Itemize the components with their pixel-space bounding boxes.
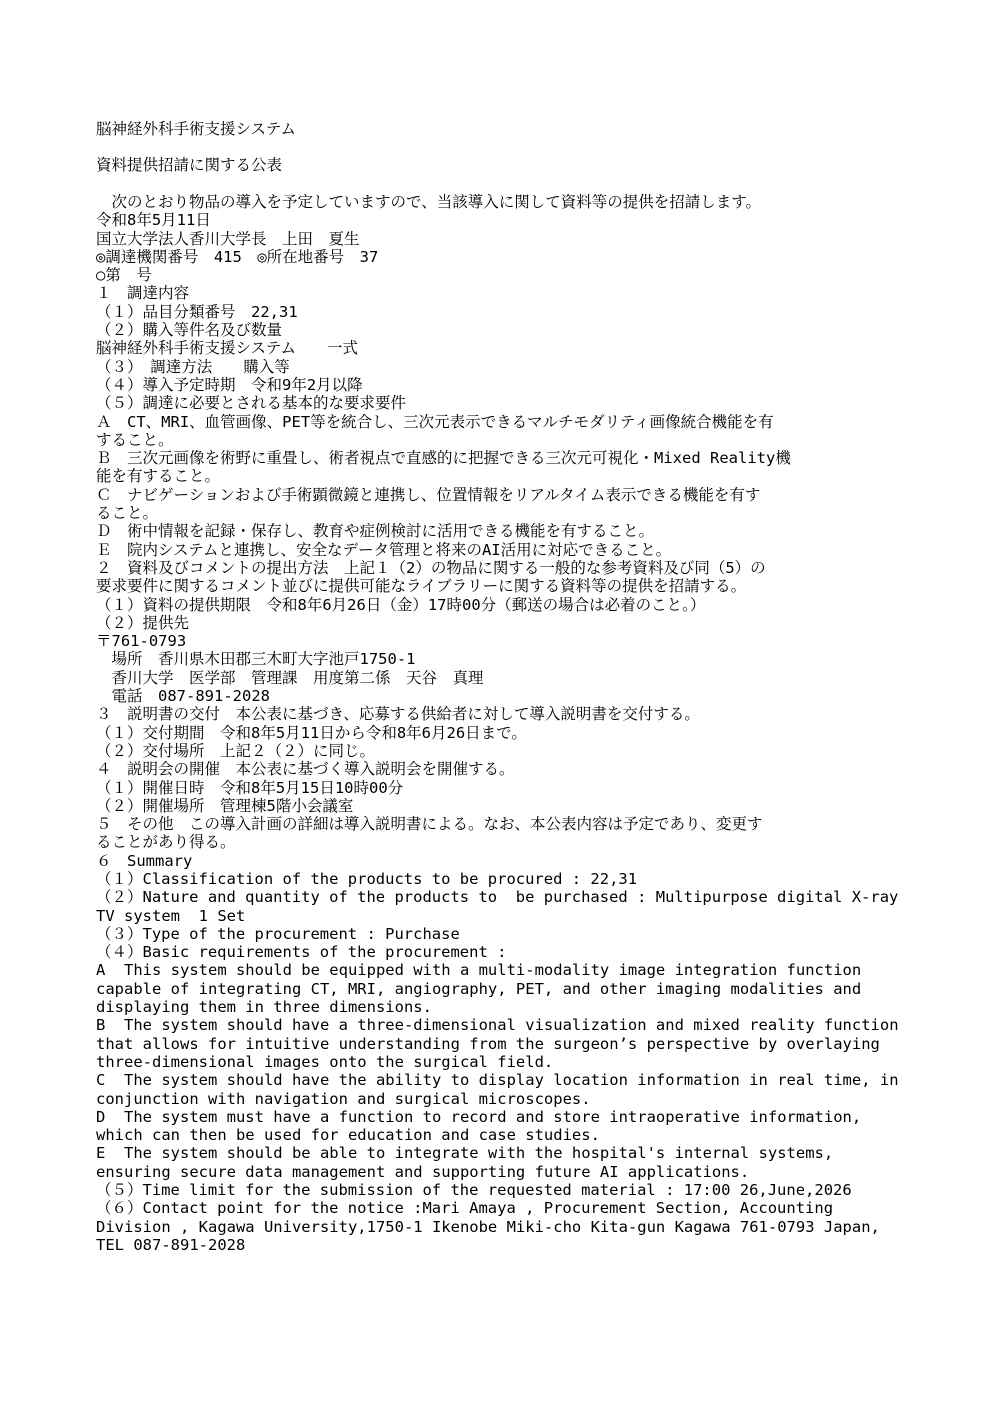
document-line: that allows for intuitive understanding from the surgeon’s perspective by overlaying (96, 1034, 880, 1053)
document-line: 脳神経外科手術支援システム 一式 (96, 339, 358, 358)
document-line: 香川大学 医学部 管理課 用度第二係 天谷 真理 (96, 668, 484, 687)
document-page (96, 119, 916, 1254)
document-line: （３） 調達方法 購入等 (96, 357, 290, 376)
document-line: conjunction with navigation and surgical microscopes. (96, 1089, 591, 1108)
document-line: （２）交付場所 上記２（２）に同じ。 (96, 741, 376, 760)
document-line: B The system should have a three-dimensional visualization and mixed reality function (96, 1016, 899, 1035)
document-line: ○第 号 (96, 266, 152, 285)
document-line: C The system should have the ability to display location information in real time, in (96, 1071, 899, 1090)
document-line: Ａ CT、MRI、血管画像、PET等を統合し、三次元表示できるマルチモダリティ画像統合機能を有 (96, 412, 774, 431)
document-line: （５）調達に必要とされる基本的な要求要件 (96, 394, 407, 413)
document-line: ensuring secure data management and supporting future AI applications. (96, 1162, 750, 1181)
document-line: displaying them in three dimensions. (96, 998, 432, 1017)
document-subtitle: 資料提供招請に関する公表 (96, 156, 283, 174)
document-line: １ 調達内容 (96, 284, 190, 303)
document-line: （１）交付期間 令和8年5月11日から令和8年6月26日まで。 (96, 723, 527, 742)
document-line: 令和8年5月11日 (96, 211, 211, 230)
document-line: （２）提供先 (96, 613, 190, 632)
document-line: capable of integrating CT, MRI, angiography, PET, and other imaging modalities and (96, 979, 862, 998)
document-line: （５）Time limit for the submission of the requested material : 17:00 26,June,2026 (96, 1181, 852, 1200)
document-line: ３ 説明書の交付 本公表に基づき、応募する供給者に対して導入説明書を交付する。 (96, 705, 700, 724)
document-line: （３）Type of the procurement : Purchase (96, 924, 460, 943)
document-line: A This system should be equipped with a multi-modality image integration function (96, 961, 862, 980)
document-line: （１）Classification of the products to be procured : 22,31 (96, 869, 638, 888)
document-line: ることがあり得る。 (96, 833, 236, 852)
document-line: すること。 (96, 430, 174, 449)
document-line: 要求要件に関するコメント並びに提供可能なライブラリーに関する資料等の提供を招請する。 (96, 577, 747, 596)
document-line: 電話 087-891-2028 (96, 687, 270, 706)
document-line: Ｃ ナビゲーションおよび手術顕微鏡と連携し、位置情報をリアルタイム表示できる機能を有す (96, 485, 761, 504)
document-line: Division , Kagawa University,1750-1 Ikenobe Miki-cho Kita-gun Kagawa 761-0793 Japan, (96, 1217, 880, 1236)
document-line: three-dimensional images onto the surgical field. (96, 1052, 554, 1071)
document-line: ４ 説明会の開催 本公表に基づく導入説明会を開催する。 (96, 760, 515, 779)
document-line: D The system must have a function to record and store intraoperative information, (96, 1107, 862, 1126)
document-line: （１）資料の提供期限 令和8年6月26日（金）17時00分（郵送の場合は必着のこと。） (96, 595, 706, 614)
document-body (96, 193, 916, 1254)
document-line: which can then be used for education and case studies. (96, 1126, 600, 1145)
document-line: Ｄ 術中情報を記録・保存し、教育や症例検討に活用できる機能を有すること。 (96, 522, 655, 541)
document-line: ２ 資料及びコメントの提出方法 上記１（2）の物品に関する一般的な参考資料及び同（5）の (96, 558, 766, 577)
document-line: （１）開催日時 令和8年5月15日10時00分 (96, 778, 404, 797)
document-line: （４）Basic requirements of the procurement : (96, 943, 507, 962)
document-line: （４）導入予定時期 令和9年2月以降 (96, 375, 363, 394)
document-line: TEL 087-891-2028 (96, 1235, 246, 1254)
document-line: （２）Nature and quantity of the products to be purchased : Multipurpose digital X-ray (96, 888, 899, 907)
document-line: （２）購入等件名及び数量 (96, 321, 283, 340)
document-line: ること。 (96, 504, 159, 523)
document-line: 〒761-0793 (96, 632, 187, 651)
document-line: （６）Contact point for the notice :Mari Amaya , Procurement Section, Accounting (96, 1199, 834, 1218)
document-title: 脳神経外科手術支援システム (96, 120, 296, 138)
document-line: ６ Summary (96, 851, 193, 870)
document-line: 国立大学法人香川大学長 上田 夏生 (96, 229, 360, 248)
document-line: （１）品目分類番号 22,31 (96, 302, 298, 321)
document-line: Ｅ 院内システムと連携し、安全なデータ管理と将来のAI活用に対応できること。 (96, 540, 672, 559)
document-line: TV system 1 Set (96, 906, 246, 925)
document-line: 能を有すること。 (96, 467, 221, 486)
document-line: （２）開催場所 管理棟5階小会議室 (96, 796, 354, 815)
document-line: E The system should be able to integrate with the hospital's internal systems, (96, 1144, 834, 1163)
document-line: Ｂ 三次元画像を術野に重畳し、術者視点で直感的に把握できる三次元可視化・Mixed Reality機 (96, 449, 791, 468)
document-line: 場所 香川県木田郡三木町大字池戸1750-1 (96, 650, 416, 669)
document-line: 次のとおり物品の導入を予定していますので、当該導入に関して資料等の提供を招請します。 (96, 193, 761, 211)
document-line: ◎調達機関番号 415 ◎所在地番号 37 (96, 247, 379, 266)
document-line: ５ その他 この導入計画の詳細は導入説明書による。なお、本公表内容は予定であり、変更す (96, 815, 763, 834)
